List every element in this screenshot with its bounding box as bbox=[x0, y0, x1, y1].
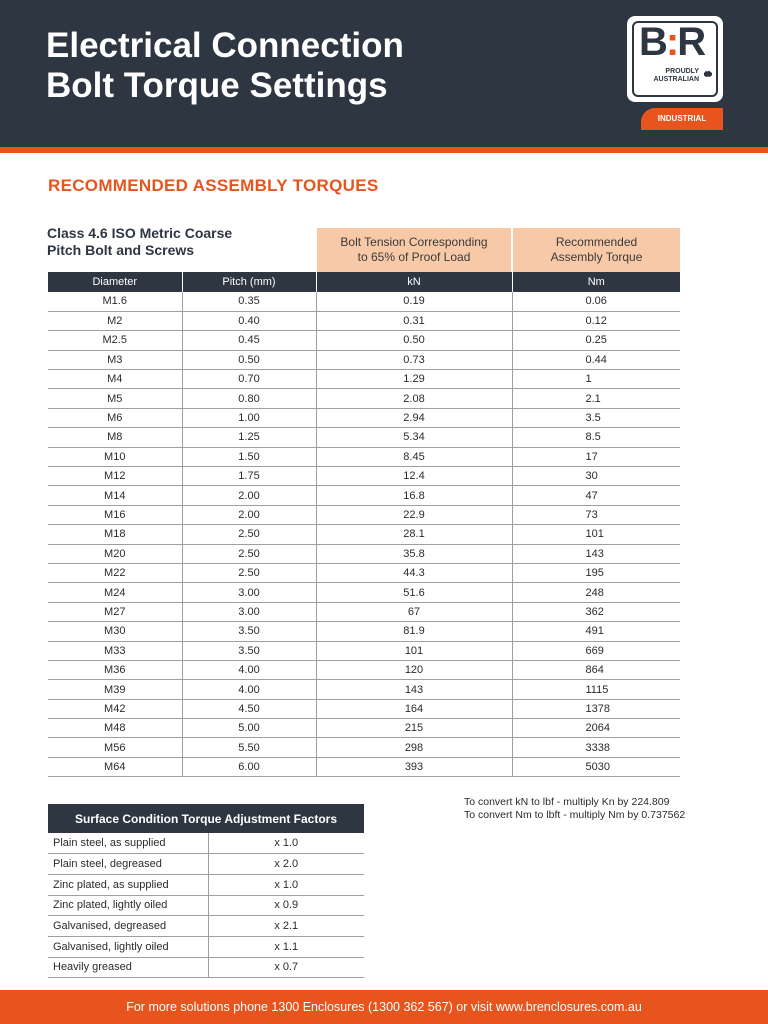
cell-diameter: M48 bbox=[48, 719, 182, 738]
cell-diameter: M14 bbox=[48, 486, 182, 505]
table-row bbox=[48, 428, 680, 447]
cell-nm: 864 bbox=[512, 660, 680, 679]
logo-subtitle-line1: PROUDLY bbox=[665, 68, 699, 75]
cell-nm: 491 bbox=[512, 622, 680, 641]
cell-diameter: M33 bbox=[48, 641, 182, 660]
cell-pitch: 6.00 bbox=[182, 757, 316, 776]
cell-pitch: 0.40 bbox=[182, 311, 316, 330]
cell-pitch: 5.00 bbox=[182, 719, 316, 738]
cell-nm: 1378 bbox=[512, 699, 680, 718]
cell-adjustment-factor: x 2.1 bbox=[208, 916, 364, 937]
table-row bbox=[48, 408, 680, 427]
cell-pitch: 0.45 bbox=[182, 331, 316, 350]
cell-surface-condition: Zinc plated, lightly oiled bbox=[48, 895, 208, 916]
cell-diameter: M10 bbox=[48, 447, 182, 466]
table-caption-line1: Class 4.6 ISO Metric Coarse bbox=[47, 225, 233, 241]
torque-table-header-row bbox=[48, 272, 680, 292]
assembly-torque-group-header bbox=[513, 228, 680, 272]
cell-kn: 35.8 bbox=[316, 544, 512, 563]
cell-kn: 143 bbox=[316, 680, 512, 699]
column-header-kn: kN bbox=[316, 272, 512, 292]
page-title-line1: Electrical Connection bbox=[46, 26, 404, 65]
cell-diameter: M56 bbox=[48, 738, 182, 757]
column-header-diameter: Diameter bbox=[48, 272, 182, 292]
table-row bbox=[48, 916, 364, 937]
cell-pitch: 1.75 bbox=[182, 467, 316, 486]
logo-industrial-tag: INDUSTRIAL bbox=[641, 108, 723, 130]
cell-pitch: 2.50 bbox=[182, 544, 316, 563]
cell-nm: 0.44 bbox=[512, 350, 680, 369]
cell-kn: 16.8 bbox=[316, 486, 512, 505]
cell-kn: 8.45 bbox=[316, 447, 512, 466]
cell-nm: 30 bbox=[512, 467, 680, 486]
table-row bbox=[48, 602, 680, 621]
logo-badge bbox=[627, 16, 723, 102]
cell-kn: 67 bbox=[316, 602, 512, 621]
cell-surface-condition: Galvanised, lightly oiled bbox=[48, 936, 208, 957]
cell-pitch: 0.80 bbox=[182, 389, 316, 408]
cell-nm: 248 bbox=[512, 583, 680, 602]
cell-nm: 5030 bbox=[512, 757, 680, 776]
cell-diameter: M6 bbox=[48, 408, 182, 427]
table-caption bbox=[47, 225, 307, 259]
cell-kn: 22.9 bbox=[316, 505, 512, 524]
table-row bbox=[48, 389, 680, 408]
cell-diameter: M42 bbox=[48, 699, 182, 718]
cell-diameter: M5 bbox=[48, 389, 182, 408]
cell-kn: 1.29 bbox=[316, 370, 512, 389]
cell-adjustment-factor: x 0.9 bbox=[208, 895, 364, 916]
table-row bbox=[48, 447, 680, 466]
logo-mark bbox=[639, 20, 704, 65]
cell-surface-condition: Zinc plated, as supplied bbox=[48, 874, 208, 895]
cell-pitch: 1.25 bbox=[182, 428, 316, 447]
cell-diameter: M1.6 bbox=[48, 292, 182, 311]
page-title-line2: Bolt Torque Settings bbox=[46, 66, 388, 105]
logo-subtitle-line2: AUSTRALIAN bbox=[653, 76, 699, 83]
cell-diameter: M39 bbox=[48, 680, 182, 699]
cell-kn: 28.1 bbox=[316, 525, 512, 544]
cell-nm: 0.06 bbox=[512, 292, 680, 311]
torque-table bbox=[48, 272, 680, 777]
cell-kn: 81.9 bbox=[316, 622, 512, 641]
cell-pitch: 2.00 bbox=[182, 486, 316, 505]
logo-mark-r: R bbox=[677, 20, 705, 64]
cell-nm: 3.5 bbox=[512, 408, 680, 427]
table-row bbox=[48, 486, 680, 505]
cell-surface-condition: Galvanised, degreased bbox=[48, 916, 208, 937]
footer-contact: For more solutions phone 1300 Enclosures (1300 362 567) or visit www.brenclosures.com.au bbox=[0, 990, 768, 1024]
cell-nm: 17 bbox=[512, 447, 680, 466]
table-row bbox=[48, 854, 364, 875]
cell-nm: 143 bbox=[512, 544, 680, 563]
cell-pitch: 0.35 bbox=[182, 292, 316, 311]
cell-diameter: M24 bbox=[48, 583, 182, 602]
logo-mark-dot: : bbox=[665, 20, 678, 64]
cell-pitch: 1.50 bbox=[182, 447, 316, 466]
table-row bbox=[48, 699, 680, 718]
cell-kn: 0.31 bbox=[316, 311, 512, 330]
adjustment-factors-table bbox=[48, 804, 364, 978]
table-row bbox=[48, 622, 680, 641]
table-row bbox=[48, 467, 680, 486]
table-row bbox=[48, 660, 680, 679]
cell-pitch: 2.00 bbox=[182, 505, 316, 524]
bolt-tension-header-line2: to 65% of Proof Load bbox=[357, 250, 471, 264]
table-row bbox=[48, 833, 364, 854]
cell-nm: 3338 bbox=[512, 738, 680, 757]
cell-pitch: 2.50 bbox=[182, 525, 316, 544]
cell-nm: 1 bbox=[512, 370, 680, 389]
cell-kn: 298 bbox=[316, 738, 512, 757]
table-row bbox=[48, 350, 680, 369]
cell-nm: 669 bbox=[512, 641, 680, 660]
table-row bbox=[48, 292, 680, 311]
table-row bbox=[48, 738, 680, 757]
cell-surface-condition: Heavily greased bbox=[48, 957, 208, 978]
page-title bbox=[46, 26, 404, 106]
table-row bbox=[48, 505, 680, 524]
cell-pitch: 4.50 bbox=[182, 699, 316, 718]
assembly-torque-header-line2: Assembly Torque bbox=[550, 250, 643, 264]
table-row bbox=[48, 895, 364, 916]
table-row bbox=[48, 563, 680, 582]
bolt-tension-header-line1: Bolt Tension Corresponding bbox=[340, 235, 488, 249]
cell-diameter: M8 bbox=[48, 428, 182, 447]
cell-kn: 51.6 bbox=[316, 583, 512, 602]
assembly-torque-header-line1: Recommended bbox=[555, 235, 638, 249]
cell-diameter: M36 bbox=[48, 660, 182, 679]
table-row bbox=[48, 311, 680, 330]
cell-pitch: 0.70 bbox=[182, 370, 316, 389]
cell-adjustment-factor: x 1.0 bbox=[208, 833, 364, 854]
cell-diameter: M3 bbox=[48, 350, 182, 369]
cell-nm: 47 bbox=[512, 486, 680, 505]
cell-pitch: 3.50 bbox=[182, 622, 316, 641]
cell-kn: 12.4 bbox=[316, 467, 512, 486]
column-header-pitch: Pitch (mm) bbox=[182, 272, 316, 292]
cell-kn: 2.08 bbox=[316, 389, 512, 408]
cell-kn: 44.3 bbox=[316, 563, 512, 582]
cell-pitch: 0.50 bbox=[182, 350, 316, 369]
table-row bbox=[48, 757, 680, 776]
cell-surface-condition: Plain steel, degreased bbox=[48, 854, 208, 875]
cell-nm: 1115 bbox=[512, 680, 680, 699]
cell-surface-condition: Plain steel, as supplied bbox=[48, 833, 208, 854]
cell-kn: 164 bbox=[316, 699, 512, 718]
table-caption-line2: Pitch Bolt and Screws bbox=[47, 242, 195, 258]
cell-diameter: M27 bbox=[48, 602, 182, 621]
table-row bbox=[48, 874, 364, 895]
table-row bbox=[48, 719, 680, 738]
table-row bbox=[48, 641, 680, 660]
cell-pitch: 5.50 bbox=[182, 738, 316, 757]
cell-nm: 2.1 bbox=[512, 389, 680, 408]
table-row bbox=[48, 680, 680, 699]
cell-kn: 0.19 bbox=[316, 292, 512, 311]
cell-adjustment-factor: x 0.7 bbox=[208, 957, 364, 978]
cell-diameter: M12 bbox=[48, 467, 182, 486]
cell-kn: 0.50 bbox=[316, 331, 512, 350]
logo-mark-b: B bbox=[639, 20, 666, 64]
cell-kn: 2.94 bbox=[316, 408, 512, 427]
adjustment-factors-header-row bbox=[48, 804, 364, 833]
cell-adjustment-factor: x 1.1 bbox=[208, 936, 364, 957]
cell-pitch: 1.00 bbox=[182, 408, 316, 427]
cell-adjustment-factor: x 2.0 bbox=[208, 854, 364, 875]
table-row bbox=[48, 544, 680, 563]
cell-nm: 73 bbox=[512, 505, 680, 524]
cell-diameter: M64 bbox=[48, 757, 182, 776]
cell-kn: 393 bbox=[316, 757, 512, 776]
cell-nm: 8.5 bbox=[512, 428, 680, 447]
cell-kn: 215 bbox=[316, 719, 512, 738]
cell-kn: 0.73 bbox=[316, 350, 512, 369]
table-row bbox=[48, 370, 680, 389]
table-row bbox=[48, 525, 680, 544]
column-header-nm: Nm bbox=[512, 272, 680, 292]
header-accent-stripe bbox=[0, 147, 768, 153]
cell-pitch: 4.00 bbox=[182, 680, 316, 699]
conversion-note-kn: To convert kN to lbf - multiply Kn by 224.809 bbox=[464, 796, 670, 808]
cell-diameter: M16 bbox=[48, 505, 182, 524]
cell-diameter: M2.5 bbox=[48, 331, 182, 350]
cell-nm: 0.25 bbox=[512, 331, 680, 350]
australia-map-icon bbox=[703, 70, 713, 78]
cell-nm: 2064 bbox=[512, 719, 680, 738]
adjustment-factors-title: Surface Condition Torque Adjustment Factors bbox=[48, 804, 364, 833]
table-row bbox=[48, 583, 680, 602]
cell-pitch: 3.00 bbox=[182, 602, 316, 621]
cell-nm: 101 bbox=[512, 525, 680, 544]
cell-kn: 101 bbox=[316, 641, 512, 660]
cell-nm: 195 bbox=[512, 563, 680, 582]
bolt-tension-group-header bbox=[317, 228, 512, 272]
table-row bbox=[48, 936, 364, 957]
conversion-notes bbox=[464, 796, 685, 822]
table-row bbox=[48, 331, 680, 350]
cell-diameter: M20 bbox=[48, 544, 182, 563]
cell-diameter: M4 bbox=[48, 370, 182, 389]
cell-pitch: 3.00 bbox=[182, 583, 316, 602]
company-logo bbox=[627, 16, 723, 131]
cell-kn: 120 bbox=[316, 660, 512, 679]
section-heading: RECOMMENDED ASSEMBLY TORQUES bbox=[48, 176, 379, 195]
cell-pitch: 2.50 bbox=[182, 563, 316, 582]
cell-diameter: M30 bbox=[48, 622, 182, 641]
cell-pitch: 3.50 bbox=[182, 641, 316, 660]
cell-adjustment-factor: x 1.0 bbox=[208, 874, 364, 895]
cell-kn: 5.34 bbox=[316, 428, 512, 447]
cell-diameter: M18 bbox=[48, 525, 182, 544]
table-row bbox=[48, 957, 364, 978]
cell-diameter: M22 bbox=[48, 563, 182, 582]
logo-subtitle bbox=[651, 68, 699, 84]
cell-nm: 362 bbox=[512, 602, 680, 621]
conversion-note-nm: To convert Nm to lbft - multiply Nm by 0.737562 bbox=[464, 809, 686, 821]
cell-nm: 0.12 bbox=[512, 311, 680, 330]
cell-diameter: M2 bbox=[48, 311, 182, 330]
cell-pitch: 4.00 bbox=[182, 660, 316, 679]
